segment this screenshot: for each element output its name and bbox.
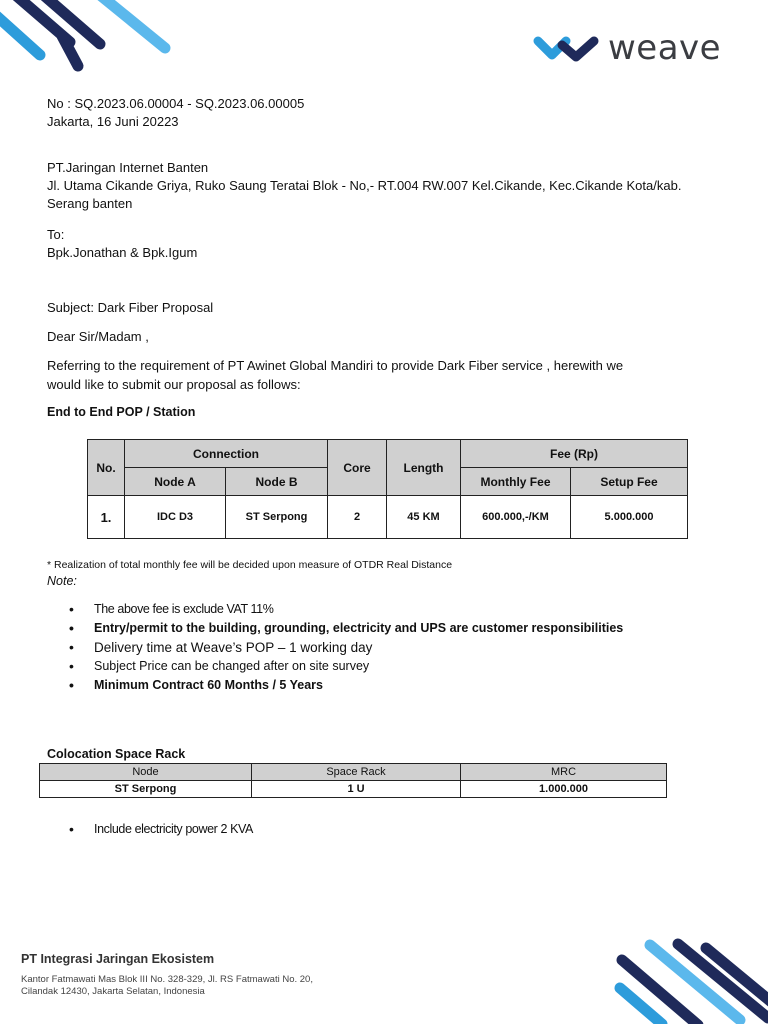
brand-name: weave (608, 28, 722, 68)
top-left-decoration (0, 0, 180, 80)
table-row (88, 496, 688, 539)
cell-mrc: 1.000.000 (461, 781, 667, 798)
col-header-mrc: MRC (461, 764, 667, 781)
note-label: Note: (47, 574, 77, 588)
col-header-monthly-fee: Monthly Fee (461, 468, 571, 496)
note-item: • Subject Price can be changed after on site survey (47, 657, 623, 676)
cell-core: 2 (328, 496, 387, 539)
table-row (40, 781, 667, 798)
colocation-table (39, 763, 667, 798)
weave-logo-icon (532, 31, 602, 65)
col-header-space-rack: Space Rack (252, 764, 461, 781)
footer-address-line2: Cilandak 12430, Jakarta Selatan, Indonesia (21, 986, 205, 997)
col-header-node: Node (40, 764, 252, 781)
pop-table (87, 439, 688, 539)
subject-line: Subject: Dark Fiber Proposal (47, 300, 214, 315)
note-item: • Include electricity power 2 KVA (47, 820, 253, 839)
cell-length: 45 KM (387, 496, 461, 539)
cell-no: 1. (88, 496, 125, 539)
intro-line1: Referring to the requirement of PT Awinet Global Mandiri to provide Dark Fiber service , herewith we (47, 358, 624, 373)
cell-setup-fee: 5.000.000 (571, 496, 688, 539)
note-item: • The above fee is exclude VAT 11% (47, 600, 623, 619)
col-header-connection: Connection (125, 440, 328, 468)
recipient-address-line2: Serang banten (47, 196, 133, 211)
bottom-right-decoration (600, 930, 768, 1024)
intro-line2: would like to submit our proposal as follows: (47, 377, 301, 392)
brand-logo (532, 26, 721, 70)
notes-list (47, 600, 623, 695)
footer-address-line1: Kantor Fatmawati Mas Blok III No. 328-329, Jl. RS Fatmawati No. 20, (21, 974, 313, 985)
cell-monthly-fee: 600.000,-/KM (461, 496, 571, 539)
footer-company: PT Integrasi Jaringan Ekosistem (21, 952, 215, 966)
cell-space-rack: 1 U (252, 781, 461, 798)
document-date: Jakarta, 16 Juni 20223 (47, 114, 179, 129)
note-item: • Entry/permit to the building, grounding, electricity and UPS are customer responsibilities (47, 619, 623, 638)
col-header-node-b: Node B (226, 468, 328, 496)
cell-node-a: IDC D3 (125, 496, 226, 539)
salutation: Dear Sir/Madam , (47, 329, 149, 344)
col-header-length: Length (387, 440, 461, 496)
note-item: • Delivery time at Weave’s POP – 1 working day (47, 638, 623, 657)
document-number: No : SQ.2023.06.00004 - SQ.2023.06.00005 (47, 96, 305, 111)
recipient-company: PT.Jaringan Internet Banten (47, 160, 209, 175)
recipient-address-line1: Jl. Utama Cikande Griya, Ruko Saung Teratai Blok - No,- RT.004 RW.007 Kel.Cikande, Kec.Cikande Kota/kab. (47, 178, 682, 193)
colocation-title: Colocation Space Rack (47, 747, 186, 761)
col-header-setup-fee: Setup Fee (571, 468, 688, 496)
cell-node: ST Serpong (40, 781, 252, 798)
colocation-notes-list (47, 820, 253, 839)
to-label: To: (47, 227, 65, 242)
col-header-node-a: Node A (125, 468, 226, 496)
cell-node-b: ST Serpong (226, 496, 328, 539)
pop-table-title: End to End POP / Station (47, 405, 196, 419)
col-header-core: Core (328, 440, 387, 496)
to-names: Bpk.Jonathan & Bpk.Igum (47, 245, 198, 260)
col-header-fee: Fee (Rp) (461, 440, 688, 468)
note-item: • Minimum Contract 60 Months / 5 Years (47, 676, 623, 695)
realization-note: * Realization of total monthly fee will be decided upon measure of OTDR Real Distance (47, 559, 453, 571)
col-header-no: No. (88, 440, 125, 496)
